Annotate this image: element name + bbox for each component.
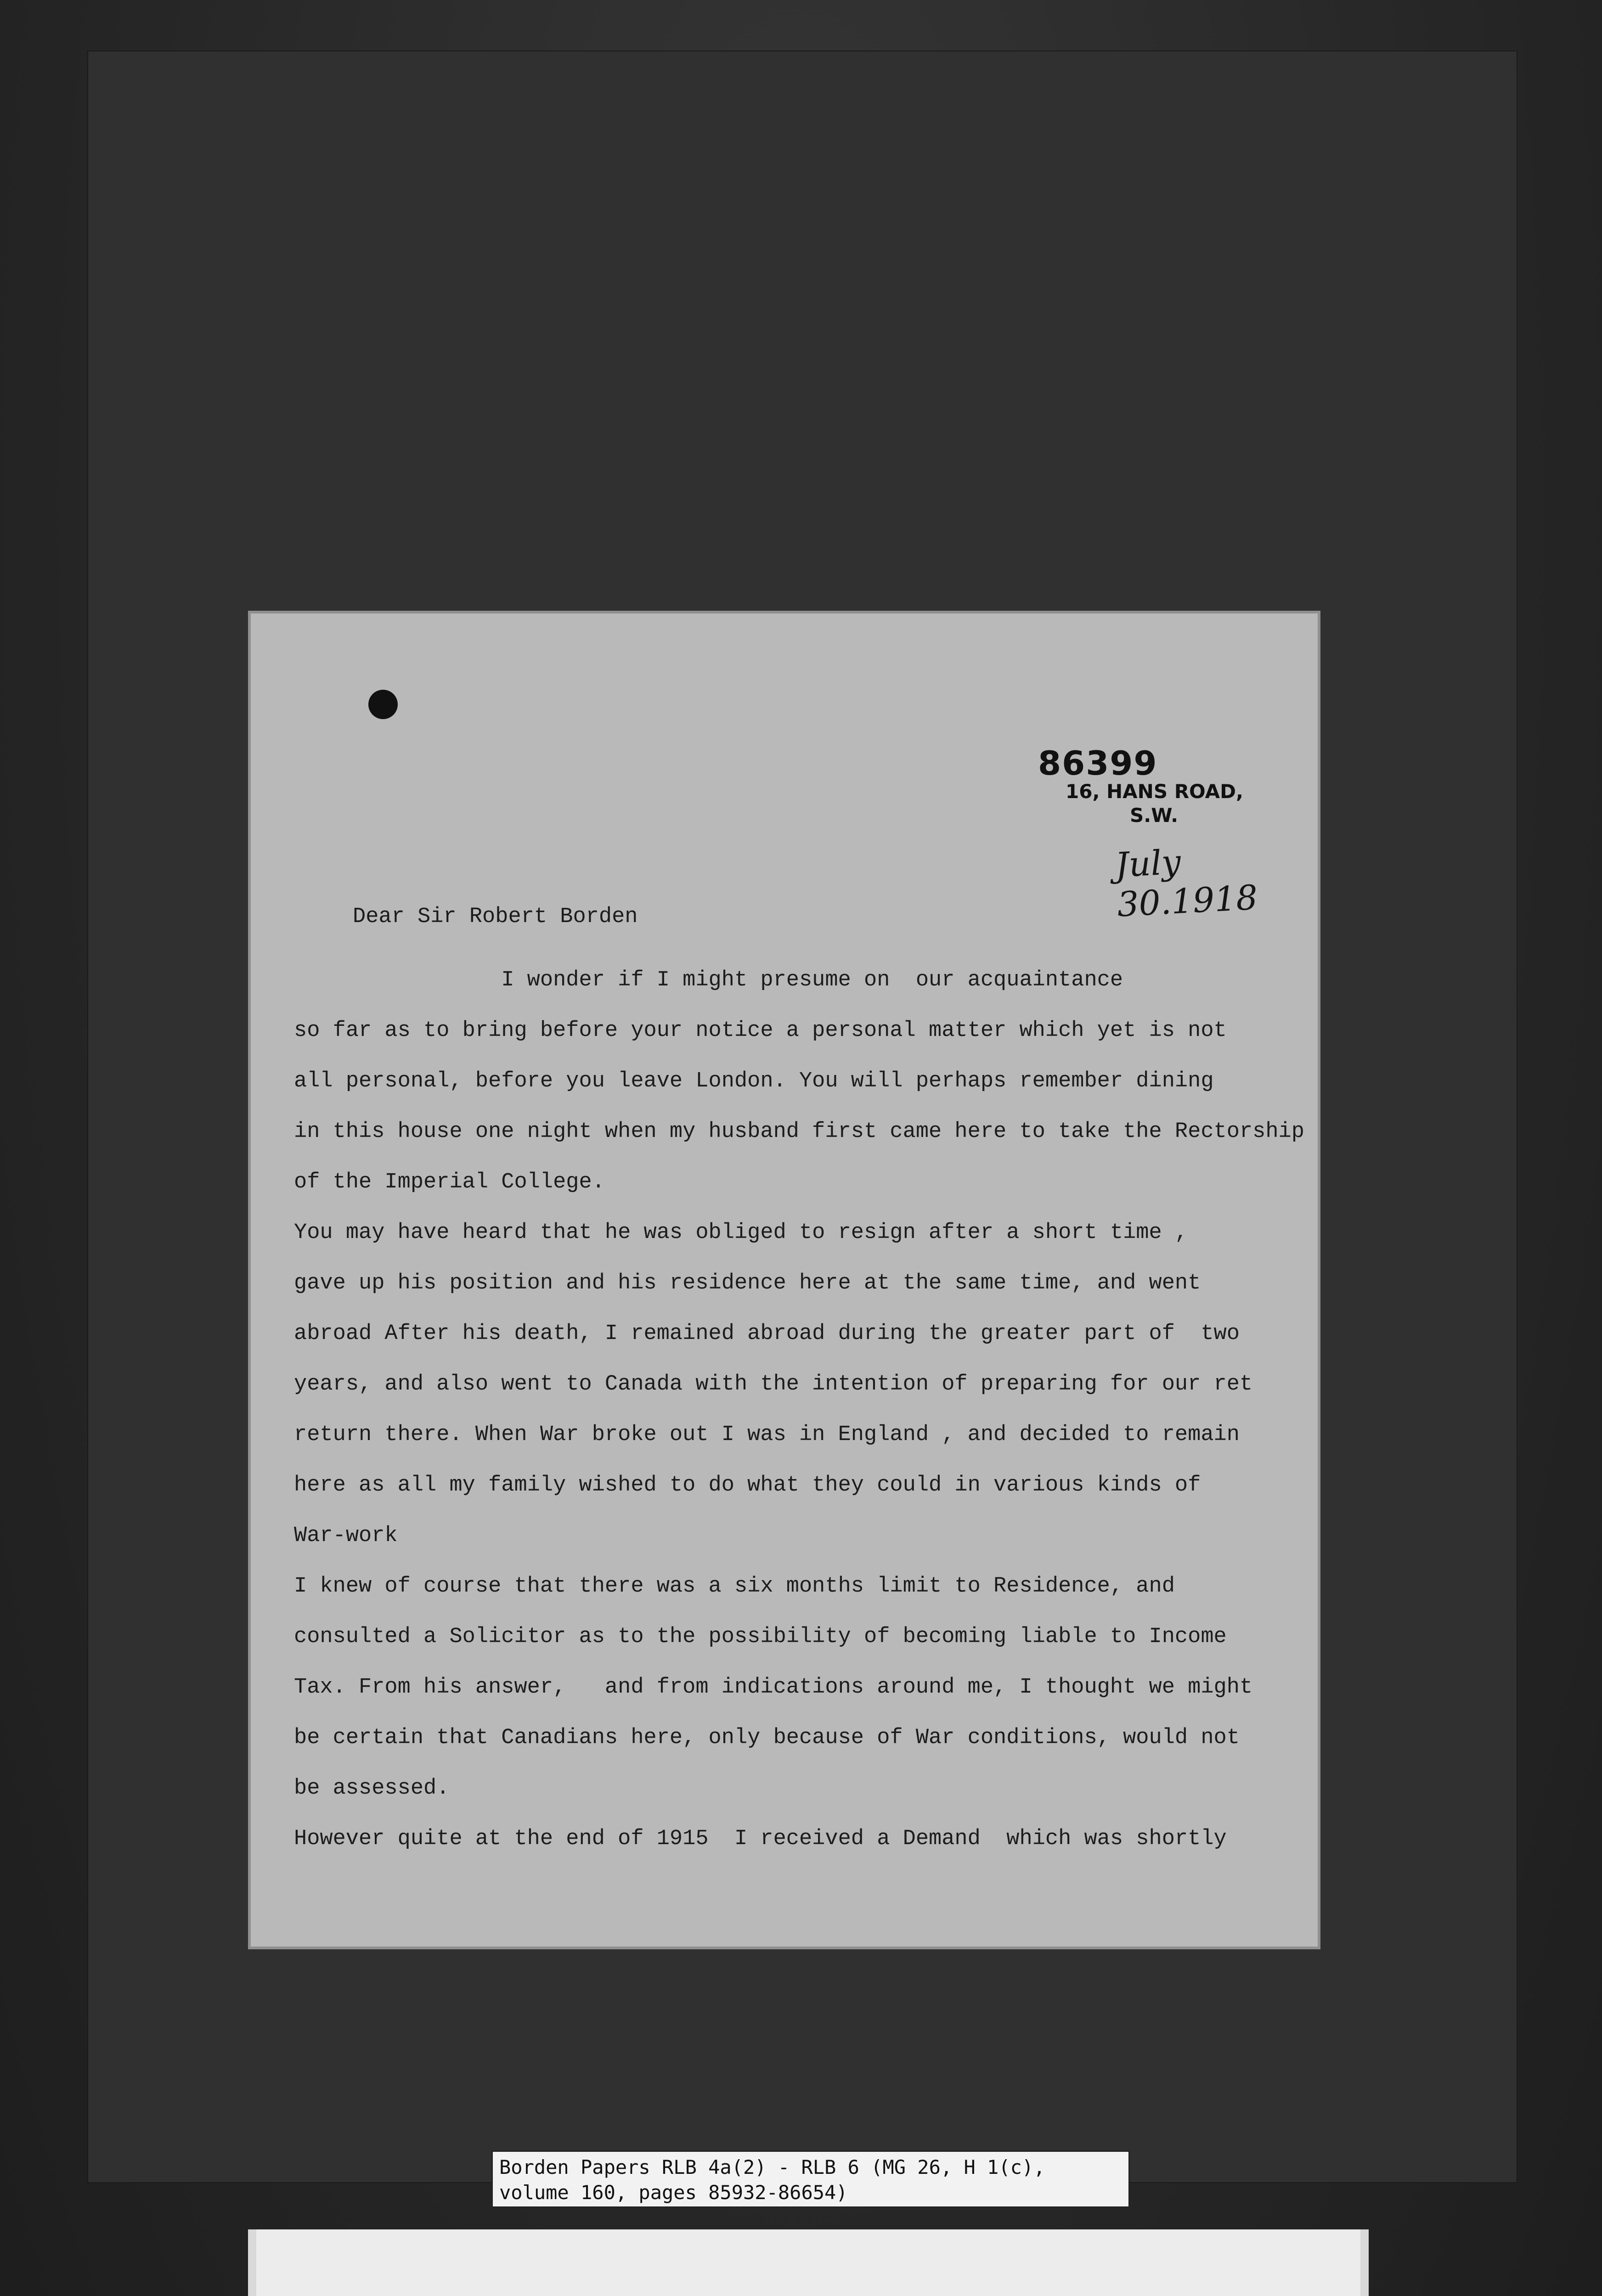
document-number: 86399 bbox=[1038, 744, 1158, 782]
body-line: of the Imperial College. bbox=[294, 1170, 605, 1194]
archives-stamp bbox=[248, 2229, 1369, 2296]
body-line: consulted a Solicitor as to the possibility of becoming liable to Income bbox=[294, 1625, 1227, 1649]
body-line: in this house one night when my husband first came here to take the Rectorship bbox=[294, 1120, 1304, 1144]
body-line: so far as to bring before your notice a personal matter which yet is not bbox=[294, 1019, 1227, 1043]
body-line: return there. When War broke out I was in England , and decided to remain bbox=[294, 1423, 1240, 1447]
body-line: abroad After his death, I remained abroad during the greater part of two bbox=[294, 1322, 1240, 1346]
body-line: I knew of course that there was a six months limit to Residence, and bbox=[294, 1574, 1175, 1598]
letter-body bbox=[294, 955, 1320, 1864]
salutation: Dear Sir Robert Borden bbox=[353, 905, 638, 929]
body-line: here as all my family wished to do what they could in various kinds of bbox=[294, 1473, 1201, 1497]
archives-stamp-card bbox=[256, 2229, 1360, 2296]
caption-line-2: volume 160, pages 85932-86654) bbox=[499, 2181, 848, 2204]
letter-page bbox=[248, 611, 1320, 1949]
body-line: War-work bbox=[294, 1524, 398, 1548]
body-line: years, and also went to Canada with the intention of preparing for our ret bbox=[294, 1372, 1253, 1396]
address-line-2: S.W. bbox=[1130, 804, 1179, 827]
body-line: However quite at the end of 1915 I received a Demand which was shortly bbox=[294, 1827, 1227, 1851]
body-line: gave up his position and his residence here at the same time, and went bbox=[294, 1271, 1201, 1295]
handwritten-date: July 30.1918 bbox=[1114, 842, 1259, 925]
body-line: be certain that Canadians here, only because of War conditions, would not bbox=[294, 1726, 1240, 1750]
address-line-1: 16, HANS ROAD, bbox=[1066, 780, 1243, 803]
punch-hole bbox=[368, 690, 398, 719]
body-line: Tax. From his answer, and from indications around me, I thought we might bbox=[294, 1675, 1253, 1699]
body-line: You may have heard that he was obliged to resign after a short time , bbox=[294, 1221, 1201, 1245]
body-line: be assessed. bbox=[294, 1776, 450, 1801]
caption-line-1: Borden Papers RLB 4a(2) - RLB 6 (MG 26, H 1(c), bbox=[499, 2156, 1045, 2178]
body-line: I wonder if I might presume on our acquaintance bbox=[294, 968, 1123, 992]
body-line: all personal, before you leave London. You will perhaps remember dining bbox=[294, 1069, 1214, 1093]
collection-caption bbox=[491, 2150, 1130, 2208]
letterhead-address bbox=[1066, 780, 1243, 827]
